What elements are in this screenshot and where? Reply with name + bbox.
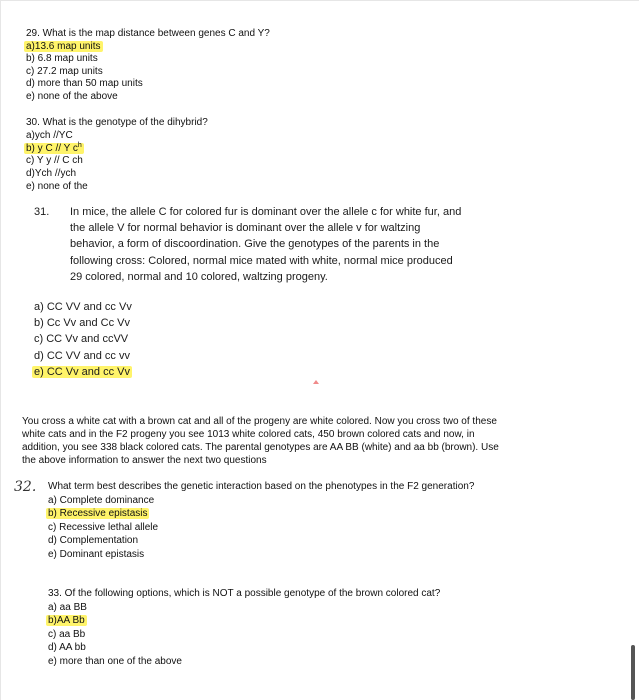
q30-option-a: a)ych //YC xyxy=(26,129,73,141)
annotation-marker-icon xyxy=(313,380,319,384)
q31-option-c: c) CC Vv and ccVV xyxy=(34,333,129,346)
q32-option-e: e) Dominant epistasis xyxy=(48,548,145,560)
q31-option-d: d) CC VV and cc vv xyxy=(34,349,130,362)
q32-option-b: b) Recessive epistasis xyxy=(48,508,148,519)
page-left-border xyxy=(0,0,1,700)
q31-option-b: b) Cc Vv and Cc Vv xyxy=(34,317,130,330)
question-33 xyxy=(48,587,440,668)
q29-option-d: d) more than 50 map units xyxy=(26,78,143,90)
q31-option-e: e) CC Vv and cc Vv xyxy=(34,365,130,378)
q30-option-b: b) y C // Y $c^h$ xyxy=(26,141,82,154)
q31-option-a: a) CC VV and cc Vv xyxy=(34,301,132,313)
q30-option-e: e) none of the xyxy=(26,180,88,192)
q29-option-e: e) none of the above xyxy=(26,90,118,102)
question-31-number: 31. xyxy=(34,206,50,218)
q32-option-d: d) Complementation xyxy=(48,535,139,546)
q29-option-a: a)13.6 map units xyxy=(26,40,101,52)
q33-option-c: c) aa Bb xyxy=(48,628,86,640)
question-32-text: What term best describes the genetic interaction based on the phenotypes in the F2 generation? xyxy=(48,481,475,492)
vertical-scrollbar[interactable] xyxy=(631,645,635,700)
q32-option-a: a) Complete dominance xyxy=(48,494,155,506)
cat-cross-intro: You cross a white cat with a brown cat and all of the progeny are white colored. Now you cross two of these white cats and in the F2 progeny you see 1013 white colored cats, 450 brown colored cats and now, in addition, you see 338 black colored cats. The parental genotypes are AA BB (white) and aa bb (brown). Use the above information to answer the next two questions xyxy=(22,416,499,466)
q30-option-d: d)Ych //ych xyxy=(26,168,77,180)
q33-option-e: e) more than one of the above xyxy=(48,655,182,667)
q33-option-d: d) AA bb xyxy=(48,642,86,653)
page-top-border xyxy=(0,0,639,1)
question-33-text: 33. Of the following options, which is NOT a possible genotype of the brown colored cat? xyxy=(48,588,441,599)
q29-option-c: c) 27.2 map units xyxy=(26,65,103,77)
question-32 xyxy=(48,480,474,561)
q33-option-b: b)AA Bb xyxy=(48,615,85,626)
question-29 xyxy=(26,28,270,104)
question-31-options xyxy=(34,299,132,380)
question-30 xyxy=(26,117,208,194)
q30-option-c: c) Y y // C ch xyxy=(26,155,83,167)
q29-option-b: b) 6.8 map units xyxy=(26,53,98,65)
question-30-text: 30. What is the genotype of the dihybrid? xyxy=(26,117,208,128)
q33-option-a: a) aa BB xyxy=(48,601,87,613)
question-32-handwritten-number: 32. xyxy=(14,479,37,495)
question-29-text: 29. What is the map distance between genes C and Y? xyxy=(26,28,270,39)
q32-option-c: c) Recessive lethal allele xyxy=(48,521,159,533)
question-31-text: In mice, the allele C for colored fur is dominant over the allele c for white fur, and the allele V for normal behavior is dominant over the allele v for waltzing behavior, a form of discoordination. Give the genotypes of the parents in the following cross: Colored, normal mice mated with white, normal mice produced 29 colored, normal and 10 colored, waltzing progeny. xyxy=(70,206,462,283)
